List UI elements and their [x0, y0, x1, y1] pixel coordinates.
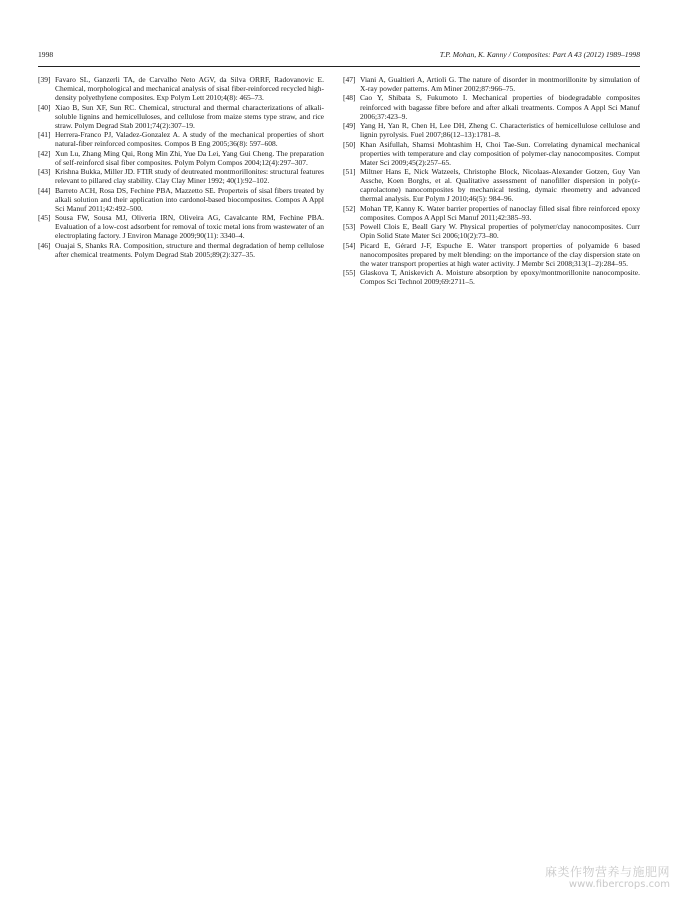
reference-number: [45]	[38, 213, 51, 223]
reference-text: Picard E, Gérard J-F, Espuche E. Water transport properties of polyamide 6 based nanocomposites prepared by melt blending: on the importance of the clay dispersion state on the water transport properties at high water activity. J Membr Sci 2008;313(1–2):284–95.	[360, 240, 640, 268]
reference-text: Xiao B, Sun XF, Sun RC. Chemical, structural and thermal characterizations of alkali-soluble lignins and hemicelluloses, and cellulose from maize stems type straw, and rice straw. Polym Degrad Stab 2001;74(2):307–19.	[55, 102, 324, 130]
reference-entry	[38, 130, 324, 148]
running-head: T.P. Mohan, K. Kanny / Composites: Part A 43 (2012) 1989–1998	[439, 50, 640, 59]
reference-entry	[343, 93, 640, 120]
reference-entry	[38, 213, 324, 240]
reference-text: Xun Lu, Zhang Ming Qui, Rong Min Zhi, Yue Da Lei, Yang Gui Cheng. The preparation of self-reinforcd sisal fiber composites. Polym Polym Compos 2004;12(4):297–307.	[55, 148, 324, 167]
reference-number: [51]	[343, 167, 356, 177]
reference-number: [47]	[343, 75, 356, 84]
reference-number: [53]	[343, 222, 356, 232]
reference-number: [40]	[38, 102, 51, 112]
reference-entry	[343, 167, 640, 203]
reference-number: [54]	[343, 240, 356, 250]
reference-entry	[343, 268, 640, 286]
reference-entry	[343, 241, 640, 268]
reference-text: Ouajai S, Shanks RA. Composition, structure and thermal degradation of hemp cellulose after chemical treatments. Polym Degrad Stab 2005;89(2):327–35.	[55, 240, 324, 259]
reference-number: [52]	[343, 203, 356, 213]
reference-text: Cao Y, Shibata S, Fukumoto I. Mechanical properties of biodegradable composites reinforced with bagasse fibre before and after alkali treatments. Compos A Appl Sci Manuf 2006;37:423–9.	[360, 93, 640, 121]
reference-text: Yang H, Yan R, Chen H, Lee DH, Zheng C. Characteristics of hemicellulose cellulose and lignin pyrolysis. Fuel 2007;86(12–13):1781–8.	[360, 121, 640, 140]
reference-number: [41]	[38, 130, 51, 140]
reference-number: [48]	[343, 93, 356, 103]
watermark	[545, 865, 670, 891]
reference-number: [44]	[38, 185, 51, 195]
page-number: 1998	[38, 50, 54, 59]
header-rule	[38, 66, 640, 67]
reference-number: [42]	[38, 148, 51, 158]
reference-text: Sousa FW, Sousa MJ, Oliveria IRN, Oliveira AG, Cavalcante RM, Fechine PBA. Evaluation of a low-cost adsorbent for removal of toxic metal ions from wastewater of an electroplating factory. J Environ Manage 2009;90(11): 3340–4.	[55, 213, 324, 241]
reference-entry	[38, 241, 324, 259]
reference-text: Glaskova T, Aniskevich A. Moisture absorption by epoxy/montmorillonite nanocomposite. Compos Sci Technol 2009;69:2711–5.	[360, 268, 640, 287]
reference-entry	[38, 186, 324, 213]
reference-number: [55]	[343, 268, 356, 278]
reference-entry	[38, 103, 324, 130]
reference-number: [43]	[38, 167, 51, 177]
reference-text: Barreto ACH, Rosa DS, Fechine PBA, Mazzetto SE. Properteis of sisal fibers treated by alkali solution and their application into cardonol-based biocomposites. Compos A Appl Sci Manuf 2011;42:492–500.	[55, 185, 324, 213]
watermark-chinese: 麻类作物营养与施肥网	[544, 865, 670, 879]
reference-entry	[38, 167, 324, 185]
reference-entry	[343, 140, 640, 167]
reference-text: Mohan TP, Kanny K. Water barrier properties of nanoclay filled sisal fibre reinforced epoxy composites. Compos A Appl Sci Manuf 2011;42:385–93.	[360, 203, 640, 222]
page-header	[38, 50, 640, 64]
reference-entry	[38, 75, 324, 102]
reference-entry	[38, 149, 324, 167]
reference-number: [49]	[343, 121, 356, 131]
references-right-column	[343, 75, 640, 287]
reference-entry	[343, 204, 640, 222]
reference-number: [46]	[38, 240, 51, 250]
reference-text: Viani A, Gualtieri A, Artioli G. The nature of disorder in montmorillonite by simulation of X-ray powder patterns. Am Miner 2002;87:966–75.	[360, 75, 640, 94]
reference-entry	[343, 222, 640, 240]
watermark-url: www.fibercrops.com	[568, 879, 670, 890]
reference-entry	[343, 121, 640, 139]
reference-text: Khan Asifullah, Shamsi Mohtashim H, Choi Tae-Sun. Correlating dynamical mechanical properties with temperature and clay composition of polymer-clay nanocomposites. Comput Mater Sci 2009;45(2):257–65.	[360, 139, 640, 167]
reference-number: [39]	[38, 75, 51, 84]
reference-entry	[343, 75, 640, 93]
reference-text: Miltner Hans E, Nick Watzeels, Christophe Block, Nicolaas-Alexander Gotzen, Guy Van Assche, Koen Borghs, et al. Qualitative assessment of nanofiller dispersion in poly(ɛ-caprolactone) nanocomposites by mechanical testing, dymaic rheometry and advanced thermal analysis. Eur Polym J 2010;46(5): 984–96.	[360, 167, 640, 204]
reference-text: Herrera-Franco PJ, Valadez-Gonzalez A. A study of the mechanical properties of short natural-fiber reinforced composites. Compos B Eng 2005;36(8): 597–608.	[55, 130, 324, 149]
reference-text: Favaro SL, Ganzerli TA, de Carvalho Neto AGV, da Silva ORRF, Radovanovic E. Chemical, morphological and mechanical analysis of sisal fiber-reinforced recycled high-density polyethylene composites. Exp Polym Lett 2010;4(8): 465–73.	[55, 75, 324, 103]
reference-text: Krishna Bukka, Miller JD. FTIR study of deutreated montmorillonites: structural features relevant to pillared clay stability. Clay Clay Miner 1992; 40(1):92–102.	[55, 167, 324, 186]
references-left-column	[38, 75, 324, 259]
reference-text: Powell Clois E, Beall Gary W. Physical properties of polymer/clay nanocomposites. Curr Opin Solid State Mater Sci 2006;10(2):73–80.	[360, 222, 640, 241]
reference-number: [50]	[343, 139, 356, 149]
